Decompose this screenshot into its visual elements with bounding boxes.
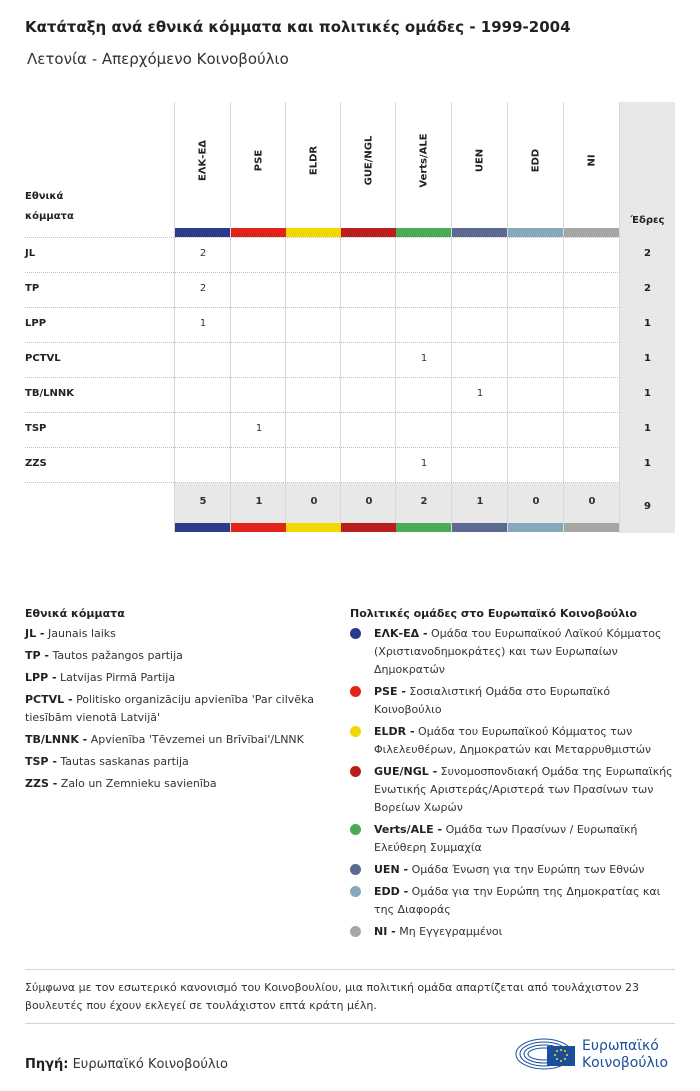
- page-subtitle: Λετονία - Απερχόμενο Κοινοβούλιο: [27, 50, 289, 68]
- column-total: 5: [199, 496, 207, 507]
- group-legend-item: [350, 883, 680, 919]
- national-legend-abbr: LPP -: [25, 671, 57, 684]
- page-title: Κατάταξη ανά εθνικά κόμματα και πολιτικές ομάδες - 1999-2004: [25, 18, 571, 36]
- column-divider: [340, 102, 341, 533]
- color-bar-bottom: [231, 523, 286, 532]
- row-label: JL: [25, 248, 36, 259]
- national-legend-item: [25, 625, 325, 643]
- group-legend-abbr: NI -: [374, 925, 396, 938]
- column-total: 0: [588, 496, 596, 507]
- source-line: [25, 1057, 228, 1072]
- legend-color-dot: [350, 824, 361, 835]
- group-legend-name: Ομάδα των Πρασίνων / Ευρωπαϊκή Ελεύθερη Συμμαχία: [374, 823, 638, 854]
- color-bar-top: [452, 228, 507, 237]
- row-total: 1: [644, 353, 651, 364]
- row-label: TB/LNNK: [25, 388, 74, 399]
- legend-color-dot: [350, 864, 361, 875]
- row-total: 1: [644, 318, 651, 329]
- national-legend-name: Politisko organizāciju apvienība 'Par cilvēka tiesībām vienotā Latvijā': [25, 693, 314, 724]
- legend-color-dot: [350, 766, 361, 777]
- column-total: 0: [365, 496, 373, 507]
- logo-text: [582, 1038, 668, 1072]
- row-header: [25, 187, 74, 227]
- row-divider: [25, 307, 620, 308]
- column-total: 1: [476, 496, 484, 507]
- row-header-line1: Εθνικά: [25, 191, 64, 202]
- color-bar-top: [175, 228, 230, 237]
- group-legend-abbr: PSE -: [374, 685, 406, 698]
- color-bar-top: [564, 228, 619, 237]
- column-header-3: GUE/NGL: [363, 135, 375, 186]
- national-legend-item: [25, 753, 325, 771]
- row-total: 2: [644, 248, 651, 259]
- column-header-4: Verts/ALE: [418, 133, 430, 188]
- column-header-0: ΕΛΚ-ΕΔ: [197, 139, 209, 182]
- row-divider: [25, 342, 620, 343]
- national-legend-name: Jaunais laiks: [48, 627, 116, 640]
- national-legend-abbr: TP -: [25, 649, 49, 662]
- color-bar-top: [396, 228, 451, 237]
- group-legend-name: Συνομοσπονδιακή Ομάδα της Ευρωπαϊκής Ενωτικής Αριστεράς/Αριστερά των Πρασίνων των Βορείων Χωρών: [374, 765, 673, 814]
- column-header-6: EDD: [530, 148, 542, 173]
- group-legend-name: Ομάδα του Ευρωπαϊκού Λαϊκού Κόμματος (Χριστιανοδημοκράτες) και των Ευρωπαίων Δημοκρατών: [374, 627, 662, 676]
- row-divider: [25, 412, 620, 413]
- legend-color-dot: [350, 628, 361, 639]
- group-legend-abbr: ΕΛΚ-ΕΔ -: [374, 627, 428, 640]
- row-label: TP: [25, 283, 40, 294]
- group-legend-list: [350, 625, 680, 941]
- national-legend-item: [25, 731, 325, 749]
- color-bar-bottom: [286, 523, 341, 532]
- color-bar-bottom: [341, 523, 396, 532]
- column-divider: [285, 102, 286, 533]
- group-legend-title: Πολιτικές ομάδες στο Ευρωπαϊκό Κοινοβούλιο: [350, 607, 638, 620]
- color-bar-bottom: [396, 523, 451, 532]
- national-legend-item: [25, 691, 325, 727]
- national-legend-item: [25, 647, 325, 665]
- color-bar-top: [341, 228, 396, 237]
- row-divider: [25, 272, 620, 273]
- parliament-building-icon: [514, 1034, 578, 1072]
- row-total: 1: [644, 423, 651, 434]
- group-legend-item: [350, 723, 680, 759]
- column-header-2: ELDR: [308, 145, 320, 176]
- group-legend-abbr: Verts/ALE -: [374, 823, 443, 836]
- column-header-5: UEN: [474, 148, 486, 173]
- table-cell: 2: [199, 283, 207, 294]
- grand-total: 9: [644, 501, 651, 512]
- divider: [25, 969, 675, 970]
- row-total: 1: [644, 458, 651, 469]
- group-legend-abbr: UEN -: [374, 863, 409, 876]
- column-divider: [563, 102, 564, 533]
- group-legend-name: Σοσιαλιστική Ομάδα στο Ευρωπαϊκό Κοινοβούλιο: [374, 685, 611, 716]
- national-legend-title: Εθνικά κόμματα: [25, 607, 125, 620]
- column-divider: [507, 102, 508, 533]
- national-legend-abbr: JL -: [25, 627, 45, 640]
- source-label: Πηγή:: [25, 1057, 69, 1072]
- national-legend-name: Tautos pažangos partija: [52, 649, 183, 662]
- color-bar-top: [286, 228, 341, 237]
- row-divider: [25, 447, 620, 448]
- table-cell: 1: [420, 458, 428, 469]
- group-legend-item: [350, 763, 680, 817]
- group-legend-name: Ομάδα του Ευρωπαϊκού Κόμματος των Φιλελευθέρων, Δημοκρατών και Μεταρρυθμιστών: [374, 725, 652, 756]
- column-header-1: PSE: [253, 149, 265, 172]
- national-legend-item: [25, 775, 325, 793]
- table-cell: 2: [199, 248, 207, 259]
- parliament-logo: [514, 1034, 578, 1072]
- table-cell: 1: [420, 353, 428, 364]
- row-total: 1: [644, 388, 651, 399]
- row-divider: [25, 377, 620, 378]
- table-cell: 1: [255, 423, 263, 434]
- legend-color-dot: [350, 886, 361, 897]
- color-bar-top: [508, 228, 563, 237]
- national-legend-item: [25, 669, 325, 687]
- color-bar-bottom: [175, 523, 230, 532]
- national-legend-abbr: TB/LNNK -: [25, 733, 88, 746]
- row-label: ZZS: [25, 458, 47, 469]
- national-parties-legend: [25, 607, 325, 797]
- group-legend-item: [350, 923, 680, 941]
- logo-line2: Κοινοβούλιο: [582, 1055, 669, 1071]
- legend-color-dot: [350, 926, 361, 937]
- national-legend-abbr: PCTVL -: [25, 693, 73, 706]
- group-legend-name: Ομάδα Ένωση για την Ευρώπη των Εθνών: [411, 863, 645, 876]
- group-legend-item: [350, 861, 680, 879]
- group-legend-item: [350, 625, 680, 679]
- color-bar-bottom: [452, 523, 507, 532]
- color-bar-bottom: [508, 523, 563, 532]
- legend-color-dot: [350, 686, 361, 697]
- row-label: LPP: [25, 318, 47, 329]
- national-legend-list: [25, 625, 325, 793]
- divider: [25, 1023, 675, 1024]
- source-value: Ευρωπαϊκό Κοινοβούλιο: [72, 1057, 228, 1072]
- political-groups-legend: [350, 607, 680, 945]
- table-cell: 1: [199, 318, 207, 329]
- group-legend-name: Μη Εγγεγραμμένοι: [399, 925, 503, 938]
- row-label: TSP: [25, 423, 47, 434]
- group-legend-abbr: GUE/NGL -: [374, 765, 438, 778]
- header-divider: [25, 237, 620, 238]
- column-total: 2: [420, 496, 428, 507]
- national-legend-abbr: TSP -: [25, 755, 57, 768]
- logo-line1: Ευρωπαϊκό: [582, 1038, 659, 1054]
- footnote: Σύμφωνα με τον εσωτερικό κανονισμό του Κοινοβουλίου, μια πολιτική ομάδα απαρτίζεται από τουλάχιστον 23 βουλευτές που έχουν εκλεγεί σε τουλάχιστον επτά κράτη μέλη.: [25, 981, 639, 1012]
- row-total: 2: [644, 283, 651, 294]
- seats-header: Έδρες: [630, 215, 665, 226]
- table-cell: 1: [476, 388, 484, 399]
- color-bar-top: [231, 228, 286, 237]
- row-divider: [25, 482, 620, 483]
- row-header-line2: κόμματα: [25, 211, 74, 222]
- group-legend-abbr: EDD -: [374, 885, 409, 898]
- national-legend-name: Apvienība 'Tēvzemei un Brīvībai'/LNNK: [90, 733, 304, 746]
- column-total: 0: [532, 496, 540, 507]
- group-legend-item: [350, 683, 680, 719]
- column-header-7: NI: [586, 154, 598, 167]
- group-legend-abbr: ELDR -: [374, 725, 415, 738]
- column-total: 0: [310, 496, 318, 507]
- group-legend-item: [350, 821, 680, 857]
- group-legend-name: Ομάδα για την Ευρώπη της Δημοκρατίας και της Διαφοράς: [374, 885, 661, 916]
- national-legend-name: Zalo un Zemnieku savienība: [60, 777, 217, 790]
- color-bar-bottom: [564, 523, 619, 532]
- national-legend-abbr: ZZS -: [25, 777, 58, 790]
- national-legend-name: Tautas saskanas partija: [60, 755, 189, 768]
- column-total: 1: [255, 496, 263, 507]
- legend-color-dot: [350, 726, 361, 737]
- row-label: PCTVL: [25, 353, 61, 364]
- national-legend-name: Latvijas Pirmā Partija: [60, 671, 176, 684]
